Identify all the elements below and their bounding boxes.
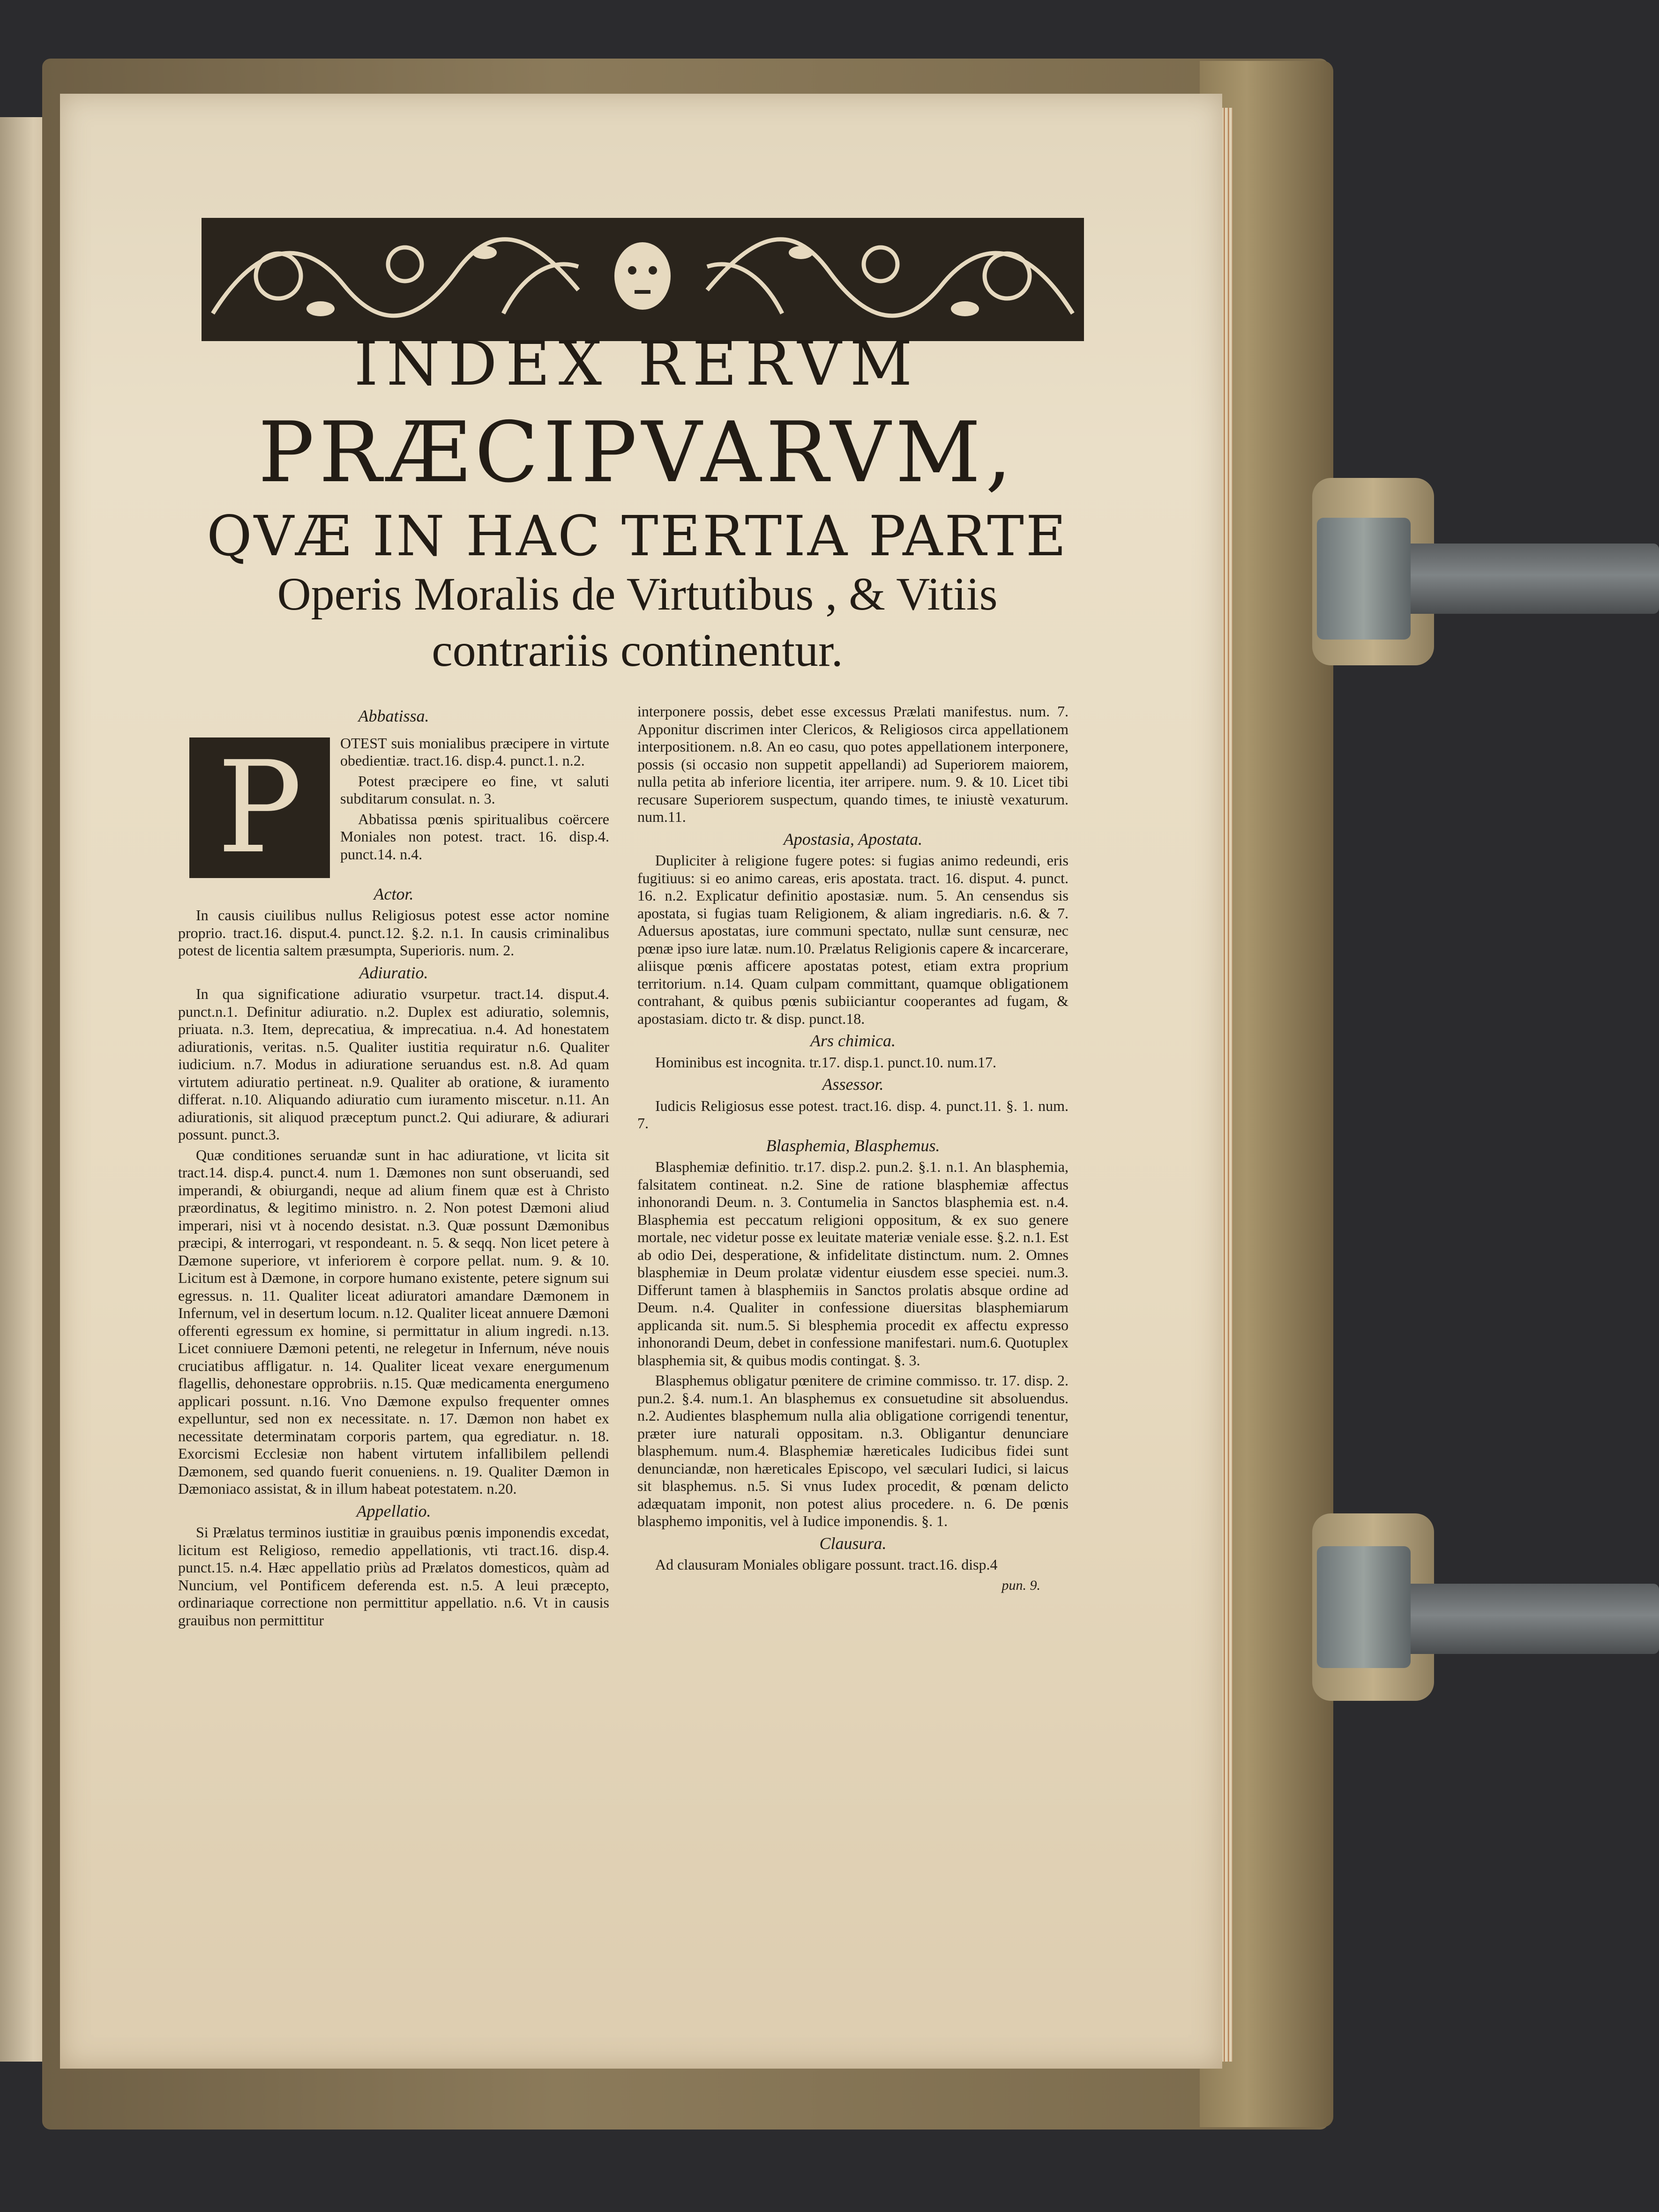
foliage-ornament-icon — [203, 220, 1082, 339]
entry: Blasphemiæ definitio. tr.17. disp.2. pun.2. §.1. n.1. An blasphemia, falsitatem contineat. n.2. Sine de ratione blasphemiæ affectus inhonorandi Deum. n. 3. Contumelia in Sanctos blasphemia est. n.4. Blasphemia est peccatum religioni oppositum, & ex suo genere mortale, nec videtur posse ex leuitate materiæ veniale esse. §.2. n.1. Est ab odio Dei, desperatione, & infidelitate distinctum. num. 2. Omnes blasphemiæ in Deum prolatæ videntur eiusdem esse speciei. num.3. Differunt tamen à blasphemiis in Sanctos prolatis absque ordine ad Deum. n.4. Qualiter in confessione diuersitas blasphemiarum applicanda sit. num.5. Si blesphemia procedit ex affectu expresso inhonorandi Deum, debet in confessione manifestari. num.6. Quotuplex blasphemia sit, & quibus modis contingat. §. 3. — [637, 1158, 1069, 1369]
clasp-plate-upper — [1317, 518, 1411, 640]
heading-assessor: Assessor. — [822, 1075, 884, 1094]
decorated-initial — [189, 733, 330, 881]
ornamental-headpiece — [202, 218, 1084, 341]
catchword: pun. 9. — [1001, 1577, 1040, 1593]
clasp-plate-lower — [1317, 1546, 1411, 1668]
title-line-1: INDEX RERVM — [354, 328, 921, 399]
entry: Ad clausuram Moniales obligare possunt. tract.16. disp.4 — [655, 1556, 998, 1573]
heading-ars-chimica: Ars chimica. — [810, 1031, 896, 1050]
title-line-2: PRÆCIPVARVM, — [258, 404, 1017, 501]
entry: In causis ciuilibus nullus Religiosus potest esse actor nomine proprio. tract.16. disput.4. punct.12. §.2. n.1. In causis criminalibus potest de licentia saltem præsumpta, Superioris. num. 2. — [178, 907, 609, 959]
heading-adiuratio: Adiuratio. — [359, 963, 428, 982]
right-column — [637, 703, 1069, 1594]
heading-actor: Actor. — [374, 884, 414, 903]
entry: Si Prælatus terminos iustitiæ in grauibus pœnis imponendis excedat, licitum est Religioso, remedio appellationis, vti tract.16. disp.4. punct.15. n.4. Hæc appellatio priùs ad Prælatos domesticos, quàm ad Nuncium, vel Pontificem deferenda est. n.5. A leui præcepto, ordinariaque correctione non permittitur appellatio. n.6. Vt in causis grauibus non permittitur — [178, 1524, 609, 1629]
entry: Quæ conditiones seruandæ sunt in hac adiuratione, vt licita sit tract.14. disp.4. punct.4. num 1. Dæmones non sunt obseruandi, sed imperandi, & obiurgandi, neque ad alium finem quæ est à Christo præordinatus, & legitimo ministro. n. 2. Non potest Dæmoni aliud imperari, nisi vt à nocendo desistat. n.3. Quæ possunt Dæmonibus præcipi, & interrogari, vt respondeant. n. 5. & seqq. Non licet petere à Dæmone superiore, vt inferiorem è corpore pellat. num. 9. & 10. Licitum est à Dæmone, in corpore humano existente, petere signum sui egressus. n. 11. Qualiter liceat adiuratori amandare Dæmonem in Infernum, vel in desertum locum. n.12. Qualiter liceat annuere Dæmoni offerenti egressum ex homine, si permittatur in alium ingredi. n.13. Licet conniuere Dæmoni petenti, ne relegetur in Infernum, néve nouis cruciatibus affligatur. n. 14. Qualiter liceat vexare energumenum flagellis, dehonestare opprobriis. n.15. Quæ medicamenta energumeno applicari possunt. n.16. Vno Dæmone expulso frequenter omnes expelluntur, sed non ex necessitate. n. 17. Dæmon non habet ex necessitate determinatam corporis partem, qua egrediatur. n. 18. Exorcismi Ecclesiæ non habent virtutem infallibilem pellendi Dæmonem, sed quando fuerit conueniens. n. 19. Qualiter Dæmon in Dæmoniaco assistat, & in illum habeat potestatem. n.20. — [178, 1146, 609, 1497]
heading-clausura: Clausura. — [819, 1534, 887, 1553]
title-line-3: QVÆ IN HAC TERTIA PARTE — [207, 504, 1068, 568]
entry: Hominibus est incognita. tr.17. disp.1. punct.10. num.17. — [655, 1053, 996, 1071]
left-column — [178, 703, 609, 1632]
entry: Dupliciter à religione fugere potes: si fugias animo redeundi, eris fugitiuus: si eo animo careas, eris apostata. tract. 16. disput. 4. punct. 16. n.2. Explicatur definitio apostasiæ. num. 5. An censendus sis apostata, si fugias tuam Religionem, & aliam ingrediaris. n.6. & 7. Aduersus apostatas, iure communi spectato, nullæ sunt censuræ, nec pœnæ ipso iure latæ. num.10. Prælatus Religionis capere & incarcerare, aliisque pœnis afficere apostatas potest, etiam extra proprium territorium. n.14. Quam culpam committant, quamque obligationem contrahant, & quibus pœnis subiiciantur cooperantes ad fugam, & apostasiam. dicto tr. & disp. punct.18. — [637, 852, 1069, 1027]
title-line-4: Operis Moralis de Virtutibus , & Vitiis — [277, 568, 998, 620]
heading-blasphemia: Blasphemia, Blasphemus. — [766, 1136, 940, 1155]
entry: Blasphemus obligatur pœnitere de crimine commisso. tr. 17. disp. 2. pun.2. §.4. num.1. An blasphemus ex consuetudine sit absoluendus. n.2. Audientes blasphemum nulla alia obligatione corrigendi tenentur, præter iure naturali oppositam. n.3. Obligantur denunciare blasphemum. num.4. Blasphemiæ hæreticales Iudicibus fidei sunt denunciandæ, non hæreticales Episcopo, vel sæculari Iudici, si laicus sit blasphemus. n.5. Si vnus Iudex procedit, & pœnam delicto adæquatam imponit, non potest alius procedere. n. 6. De pœnis blasphemo imponitis, vel à Iudice imponendis. §. 1. — [637, 1372, 1069, 1529]
entry: Abbatissa pœnis spiritualibus coërcere Moniales non potest. tract. 16. disp.4. punct.14. n.4. — [340, 810, 609, 863]
heading-appellatio: Appellatio. — [356, 1501, 431, 1520]
drop-cap-letter: P — [217, 733, 302, 881]
entry-continuation: interponere possis, debet esse excessus Prælati manifestus. num. 7. Apponitur discrimen inter Clericos, & Religiosos circa appellationem interpositionem. n.8. An eo casu, quo potes appellationem interponere, possis (si occasio non suppetit appellandi) ad Superiorem maiorem, nulla petita ab inferiore licentia, iter arripere. num. 9. & 10. Licet tibi recusare Superiorem suspectum, quando times, te iniustè vexaturum. num.11. — [637, 703, 1069, 825]
title-line-5: contrariis continentur. — [432, 624, 843, 676]
heading-apostasia: Apostasia, Apostata. — [783, 829, 923, 849]
entry: OTEST suis monialibus præcipere in virtute obedientiæ. tract.16. disp.4. punct.1. n.2. — [340, 734, 609, 769]
entry: Potest præcipere eo fine, vt saluti subditarum consulat. n. 3. — [340, 772, 609, 807]
entry: Iudicis Religiosus esse potest. tract.16. disp. 4. punct.11. §. 1. num. 7. — [637, 1097, 1069, 1132]
entry: In qua significatione adiuratio vsurpetur. tract.14. disput.4. punct.n.1. Definitur adiuratio. n.2. Duplex est adiuratio, solemnis, priuata. n.3. Item, deprecatiua, & imprecatiua. n.4. Ad honestatem adiurationis, veritas. n.5. Qualiter iustitia requiratur n.6. Qualiter iudicium. n.7. Modus in adiuratione seruandus est. n.8. Ad quam virtutem adiuratio pertineat. n.9. Qualiter ab oratione, & iuramento differat. n.10. Aliquando adiuratio cum iuramento miscetur. n.11. An adiurationis, sit aliquod præceptum punct.2. Qui adiurare, & adiurari possunt. punct.3. — [178, 985, 609, 1143]
heading-abbatissa: Abbatissa. — [358, 707, 429, 725]
